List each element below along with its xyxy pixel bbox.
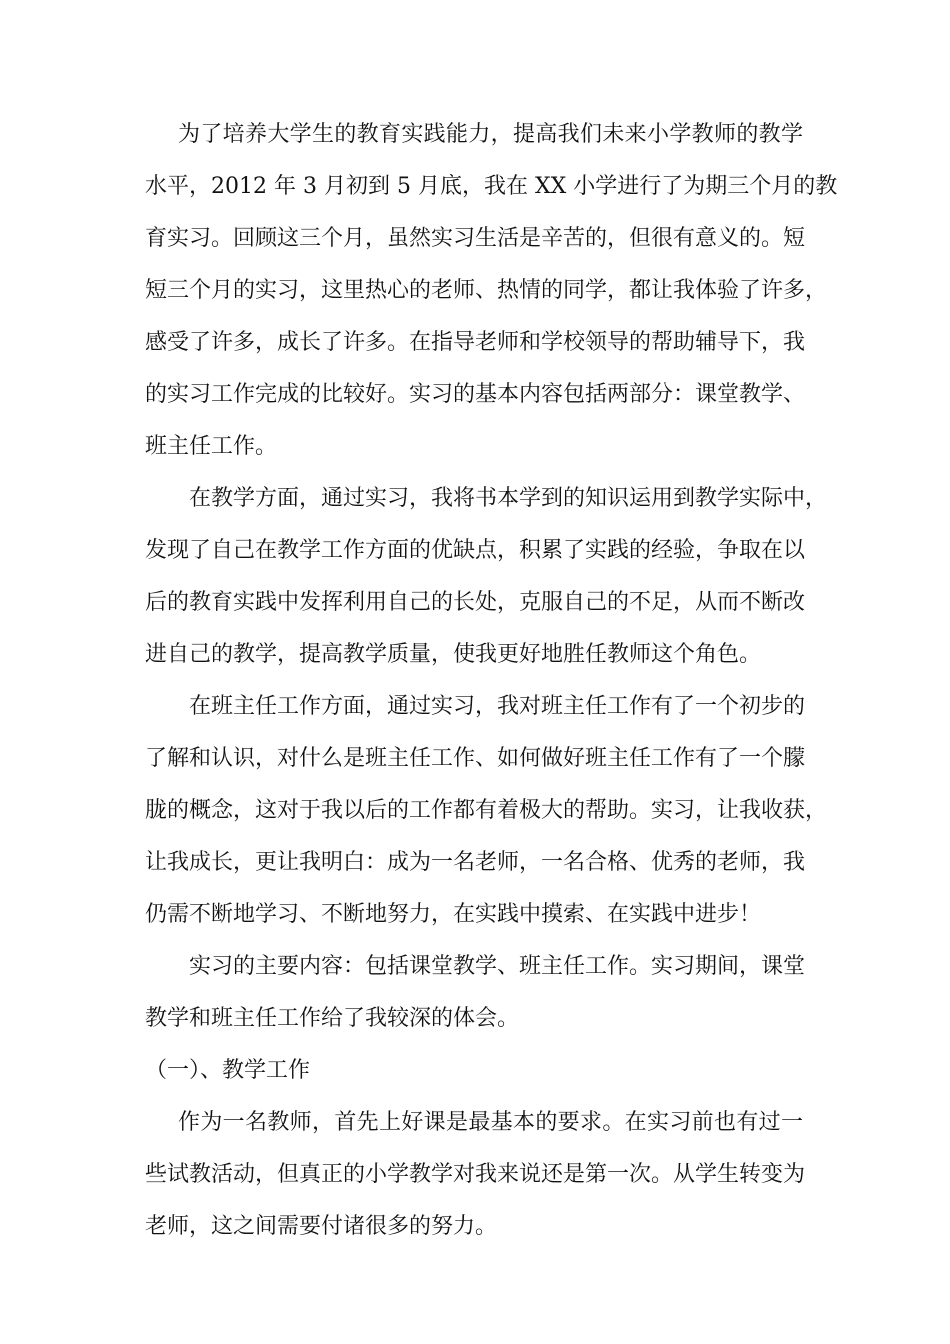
text-line: 班主任工作。 — [145, 434, 278, 459]
text-line: 胧的概念，这对于我以后的工作都有着极大的帮助。实习，让我收获， — [145, 798, 828, 823]
text-line: 为了培养大学生的教育实践能力，提高我们未来小学教师的教学 — [178, 122, 803, 147]
text-line: 教学和班主任工作给了我较深的体会。 — [145, 1006, 520, 1031]
heading-text: （一）、教学工作 — [145, 1058, 311, 1083]
text-line: 育实习。回顾这三个月，虽然实习生活是辛苦的，但很有意义的。短 — [145, 226, 806, 251]
text-line: 的实习工作完成的比较好。实习的基本内容包括两部分：课堂教学、 — [145, 382, 806, 407]
text-line: 进自己的教学，提高教学质量，使我更好地胜任教师这个角色。 — [145, 642, 762, 667]
text-line: 作为一名教师，首先上好课是最基本的要求。在实习前也有过一 — [178, 1110, 803, 1135]
text-line: 仍需不断地学习、不断地努力，在实践中摸索、在实践中进步！ — [145, 902, 762, 927]
text-line: 实习的主要内容：包括课堂教学、班主任工作。实习期间，课堂 — [189, 954, 806, 979]
text-line: 在教学方面，通过实习，我将书本学到的知识运用到教学实际中， — [189, 486, 828, 511]
text-line: 让我成长，更让我明白：成为一名老师，一名合格、优秀的老师，我 — [145, 850, 806, 875]
text-line: 老师，这之间需要付诸很多的努力。 — [145, 1214, 498, 1239]
text-line: 些试教活动，但真正的小学教学对我来说还是第一次。从学生转变为 — [145, 1162, 806, 1187]
text-line: 水平，2012 年 3 月初到 5 月底，我在 XX 小学进行了为期三个月的教 — [145, 174, 838, 199]
text-line: 了解和认识，对什么是班主任工作、如何做好班主任工作有了一个朦 — [145, 746, 806, 771]
text-line: 短三个月的实习，这里热心的老师、热情的同学，都让我体验了许多， — [145, 278, 828, 303]
text-line: 后的教育实践中发挥利用自己的长处，克服自己的不足，从而不断改 — [145, 590, 806, 615]
text-line: 在班主任工作方面，通过实习，我对班主任工作有了一个初步的 — [189, 694, 806, 719]
text-line: 发现了自己在教学工作方面的优缺点，积累了实践的经验，争取在以 — [145, 538, 806, 563]
text-line: 感受了许多，成长了许多。在指导老师和学校领导的帮助辅导下，我 — [145, 330, 806, 355]
